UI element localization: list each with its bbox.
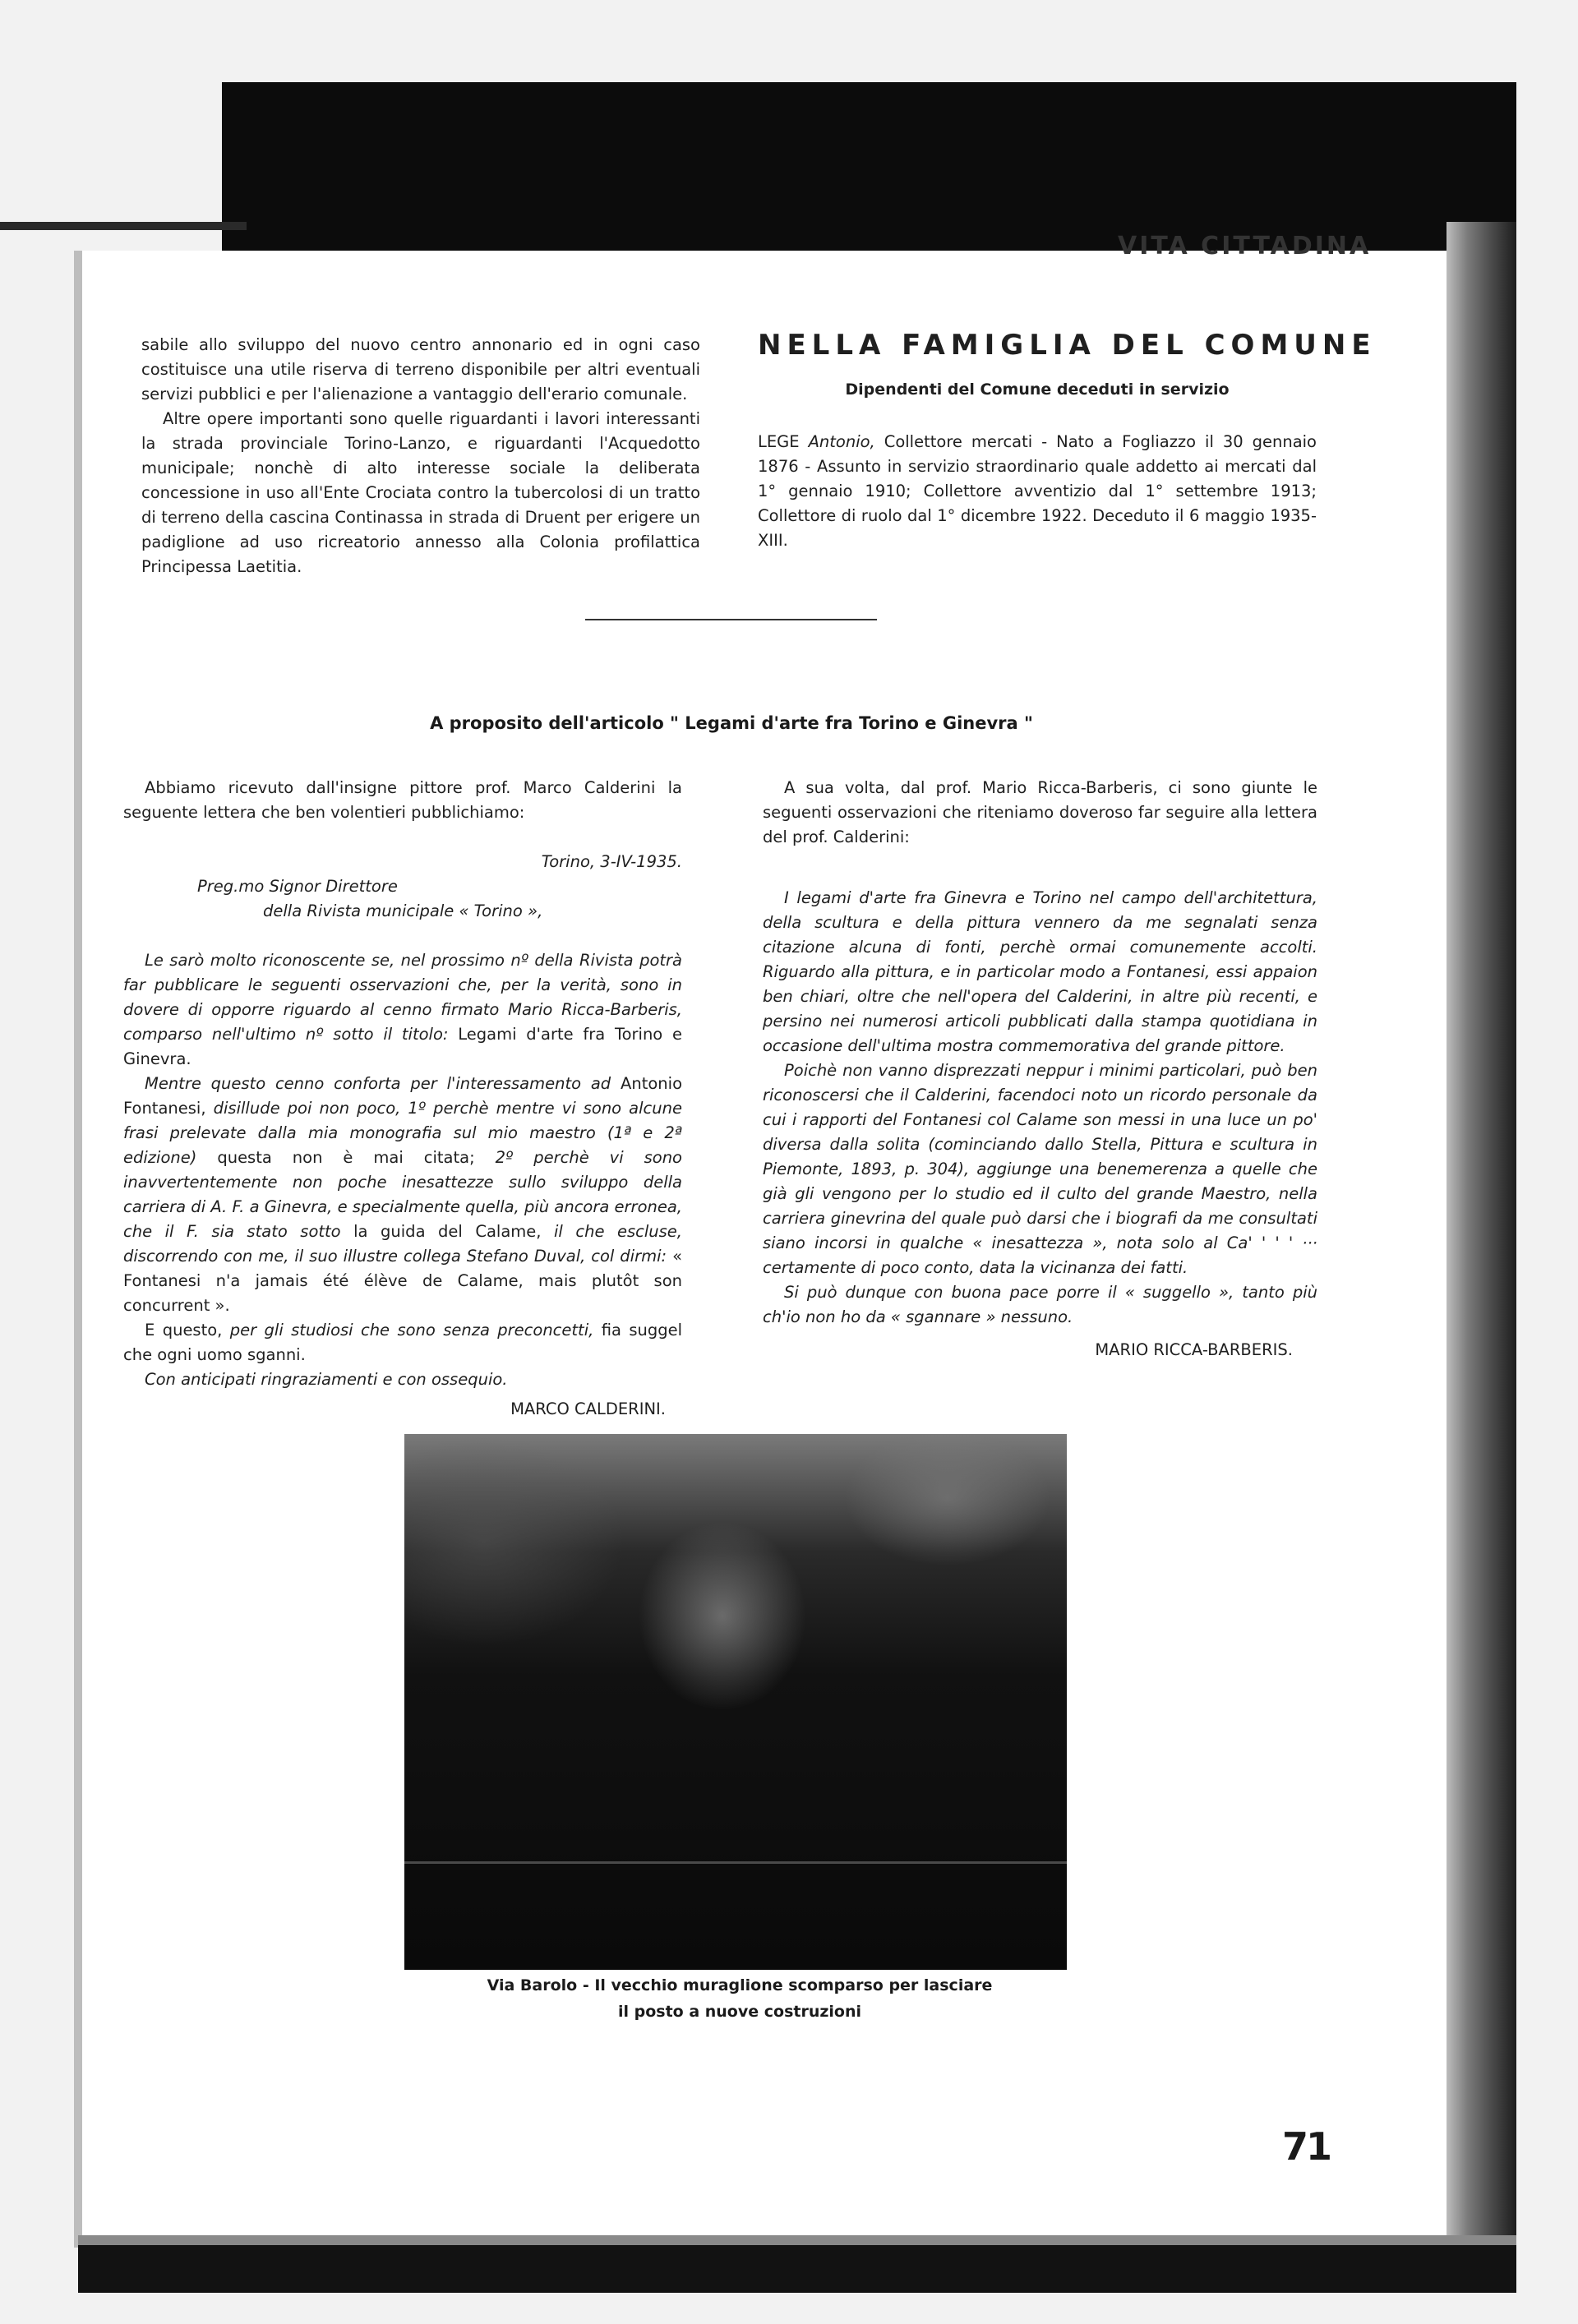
famiglia-subtitle: Dipendenti del Comune deceduti in servizio (845, 380, 1230, 399)
letter-text: per gli studiosi che sono senza preconcetti, (229, 1321, 594, 1340)
letter-text: E questo, (145, 1321, 223, 1340)
scan-border-top-left (0, 222, 247, 230)
letter-left-column (123, 776, 682, 1422)
letter-intro: Abbiamo ricevuto dall'insigne pittore prof. Marco Calderini la seguente lettera che ben volentieri pubblichiamo: (123, 778, 682, 822)
letter-paragraph: Poichè non vanno disprezzati neppur i minimi particolari, può ben riconoscersi che il Calderini, facendoci noto un ricordo personale da cui i rapporti del Fontanesi col Calame son messi in una luce un po' diversa dalla solita (cominciando dallo Stella, Pittura e scultura in Piemonte, 1893, p. 304), aggiunge una benemerenza a quelle che già gli vengono per lo studio ed il culto del grande Maestro, nella carriera ginevrina del quale può darsi che i biografi da me consultati siano incorsi in qualche « inesattezza », nota solo al Ca' ' ' ' ··· certamente di poco conto, data la vicinanza dei fatti. (763, 1061, 1317, 1277)
scan-border-top (222, 82, 1516, 255)
famiglia-heading: NELLA FAMIGLIA DEL COMUNE (758, 329, 1377, 362)
section-label: VITA CITTADINA (1118, 232, 1372, 261)
street-photo (404, 1434, 1067, 1970)
entry-surname: LEGE (758, 432, 800, 451)
letter-paragraph (123, 1318, 682, 1367)
caption-line: il posto a nuove costruzioni (617, 2003, 862, 2021)
photo-caption (444, 1972, 1036, 2025)
letter-salutation: Preg.mo Signor Direttore (197, 877, 398, 896)
top-left-column (141, 333, 700, 579)
letter-text: 2º perchè vi sono inavvertentemente non poche inesattezze sullo sviluppo della carriera di A. F. a Ginevra, e specialmente quella, più ancora erronea, che il F. sia stato sotto (123, 1148, 682, 1241)
paragraph: Altre opere importanti sono quelle riguardanti i lavori interessanti la strada provinciale Torino-Lanzo, e riguardanti l'Acquedotto municipale; nonchè di alto interesse sociale la deliberata concessione in uso all'Ente Crociata contro la tubercolosi di un tratto di terreno della cascina Continassa in strada di Druent per erigere un padiglione ad uso ricreatorio annesso alla Colonia profilattica Principessa Laetitia. (141, 409, 700, 576)
letter-right-column (763, 776, 1317, 1363)
scan-border-left (74, 251, 82, 2248)
letter-text: Antonio Fontanesi, (123, 1074, 682, 1118)
section-divider (585, 619, 877, 620)
letter-intro: A sua volta, dal prof. Mario Ricca-Barberis, ci sono giunte le seguenti osservazioni che riteniamo doveroso far seguire alla lettera del prof. Calderini: (763, 778, 1317, 846)
letter-text: il che escluse, discorrendo con me, il suo illustre collega Stefano Duval, col dirmi: (123, 1222, 682, 1266)
obituary-entry (758, 430, 1317, 553)
letter-signature: MARCO CALDERINI. (510, 1399, 666, 1418)
letter-date: Torino, 3-IV-1935. (541, 852, 682, 871)
scan-border-bottom (78, 2245, 1516, 2293)
letter-paragraph (123, 948, 682, 1072)
letter-quoted-title: Legami d'arte fra Torino e Ginevra. (123, 1025, 682, 1068)
letter-paragraph: I legami d'arte fra Ginevra e Torino nel campo dell'architettura, della scultura e della pittura vennero da me segnalati senza citazione alcuna di fonti, perchè ormai comunemente accolti. Riguardo alla pittura, e in particolar modo a Fontanesi, essi appaion ben chiari, oltre che nell'opera del Calderini, in altre più recenti, e persino nei numerosi articoli pubblicati dalla stampa quotidiana in occasione dell'ultima mostra commemorativa del grande pittore. (763, 888, 1317, 1055)
letter-signature: MARIO RICCA-BARBERIS. (1095, 1340, 1293, 1359)
letter-text: questa non è mai citata; (217, 1148, 475, 1167)
letter-text: fia suggel che ogni uomo sganni. (123, 1321, 683, 1364)
famiglia-column (758, 329, 1377, 553)
scan-border-right (1446, 222, 1516, 2293)
letter-text: la guida del Calame, (353, 1222, 542, 1241)
letter-paragraph (123, 1072, 682, 1318)
entry-first-name: Antonio, (808, 432, 875, 451)
letter-text: Le sarò molto riconoscente se, nel prossimo nº della Rivista potrà far pubblicare le seguenti osservazioni che, per la verità, sono in dovere di opporre riguardo al cenno firmato Mario Ricca-Barberis, comparso nell'ultimo nº sotto il titolo: (123, 951, 682, 1044)
letter-text: « Fontanesi n'a jamais été élève de Calame, mais plutôt son concurrent ». (123, 1247, 682, 1315)
letter-text: Mentre questo cenno conforta per l'interessamento ad (145, 1074, 611, 1093)
caption-street: Via Barolo (487, 1976, 578, 1994)
article-title: A proposito dell'articolo " Legami d'arte fra Torino e Ginevra " (430, 713, 1033, 733)
caption-text: - Il vecchio muraglione scomparso per lasciare (582, 1976, 993, 1994)
letter-paragraph: Si può dunque con buona pace porre il « suggello », tanto più ch'io non ho da « sgannare » nessuno. (763, 1283, 1317, 1326)
page-number: 71 (1282, 2124, 1331, 2169)
letter-closing: Con anticipati ringraziamenti e con ossequio. (145, 1370, 508, 1389)
paragraph: sabile allo sviluppo del nuovo centro annonario ed in ogni caso costituisce una utile riserva di terreno disponibile per altri eventuali servizi pubblici e per l'alienazione a vantaggio dell'erario comunale. (141, 335, 700, 403)
letter-text: disillude poi non poco, 1º perchè mentre vi sono alcune frasi prelevate dalla mia monografia sul mio maestro (1ª e 2ª edizione) (123, 1099, 682, 1167)
entry-text: Collettore mercati - Nato a Fogliazzo il 30 gennaio 1876 - Assunto in servizio straordinario quale addetto ai mercati dal 1° gennaio 1910; Collettore avventizio dal 1° settembre 1913; Collettore di ruolo dal 1° dicembre 1922. Deceduto il 6 maggio 1935-XIII. (758, 432, 1317, 550)
photo-wall-line (404, 1861, 1067, 1864)
letter-salutation: della Rivista municipale « Torino », (263, 901, 543, 920)
